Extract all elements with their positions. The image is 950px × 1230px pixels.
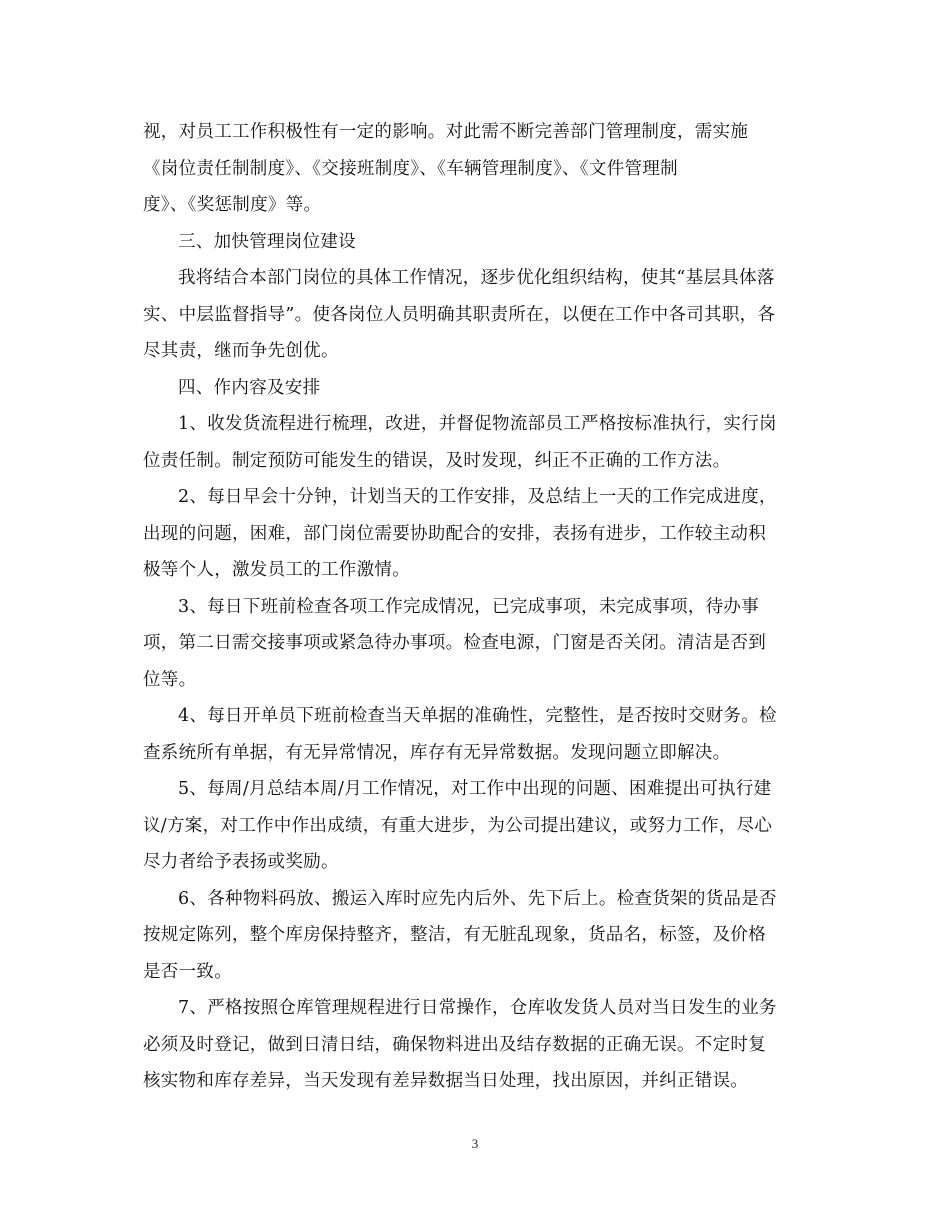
text-line: 7、严格按照仓库管理规程进行日常操作，仓库收发货人员对当日发生的业务 — [178, 998, 777, 1018]
text-line: 5、每周/月总结本周/月工作情况，对工作中出现的问题、困难提出可执行建 — [178, 779, 772, 799]
text-line: 1、收发货流程进行梳理，改进，并督促物流部员工严格按标准执行，实行岗 — [178, 414, 777, 434]
text-line: 3、每日下班前检查各项工作完成情况，已完成事项，未完成事项，待办事 — [178, 596, 760, 617]
text-line: 实、中层监督指导”。使各岗位人员明确其职责所在，以便在工作中各司其职，各 — [143, 304, 776, 325]
text-line: 项，第二日需交接事项或紧急待办事项。检查电源，门窗是否关闭。清洁是否到 — [143, 633, 766, 653]
text-line: 尽其责，继而争先创优。 — [143, 341, 339, 361]
text-line: 必须及时登记，做到日清日结，确保物料进出及结存数据的正确无误。不定时复 — [143, 1034, 766, 1055]
document-body — [143, 114, 808, 1100]
text-line: 出现的问题，困难，部门岗位需要协助配合的安排，表扬有进步，工作较主动积 — [143, 523, 766, 544]
text-line: 议/方案，对工作中作出成绩，有重大进步，为公司提出建议，或努力工作，尽心 — [143, 815, 773, 836]
text-line: 我将结合本部门岗位的具体工作情况，逐步优化组织结构，使其“基层具体落 — [178, 268, 775, 288]
page-number: 3 — [471, 1136, 479, 1151]
text-line: 度》、《奖惩制度》等。 — [143, 195, 322, 215]
text-line: 是否一致。 — [143, 961, 232, 982]
text-line: 6、各种物料码放、搬运入库时应先内后外、先下后上。检查货架的货品是否 — [178, 888, 777, 909]
text-line: 4、每日开单员下班前检查当天单据的准确性，完整性，是否按时交财务。检 — [178, 706, 777, 726]
text-line: 位等。 — [143, 669, 197, 690]
text-line: 2、每日早会十分钟，计划当天的工作安排，及总结上一天的工作完成进度， — [178, 487, 777, 507]
text-line: 按规定陈列，整个库房保持整齐，整洁，有无脏乱现象，货品名，标签，及价格 — [143, 925, 766, 945]
text-line: 位责任制。制定预防可能发生的错误，及时发现，纠正不正确的工作方法。 — [143, 450, 731, 471]
text-line: 《岗位责任制制度》、《交接班制度》、《车辆管理制度》、《文件管理制 — [143, 158, 678, 179]
text-line: 极等个人，激发员工的工作激情。 — [143, 560, 410, 580]
text-line: 视，对员工工作积极性有一定的影响。对此需不断完善部门管理制度，需实施 — [143, 122, 749, 142]
text-line: 四、作内容及安排 — [178, 377, 321, 398]
text-line: 三、加快管理岗位建设 — [178, 231, 356, 252]
text-line: 查系统所有单据，有无异常情况，库存有无异常数据。发现问题立即解决。 — [143, 742, 731, 763]
text-line: 尽力者给予表扬或奖励。 — [143, 852, 339, 872]
text-line: 核实物和库存差异，当天发现有差异数据当日处理，找出原因，并纠正错误。 — [143, 1071, 749, 1091]
